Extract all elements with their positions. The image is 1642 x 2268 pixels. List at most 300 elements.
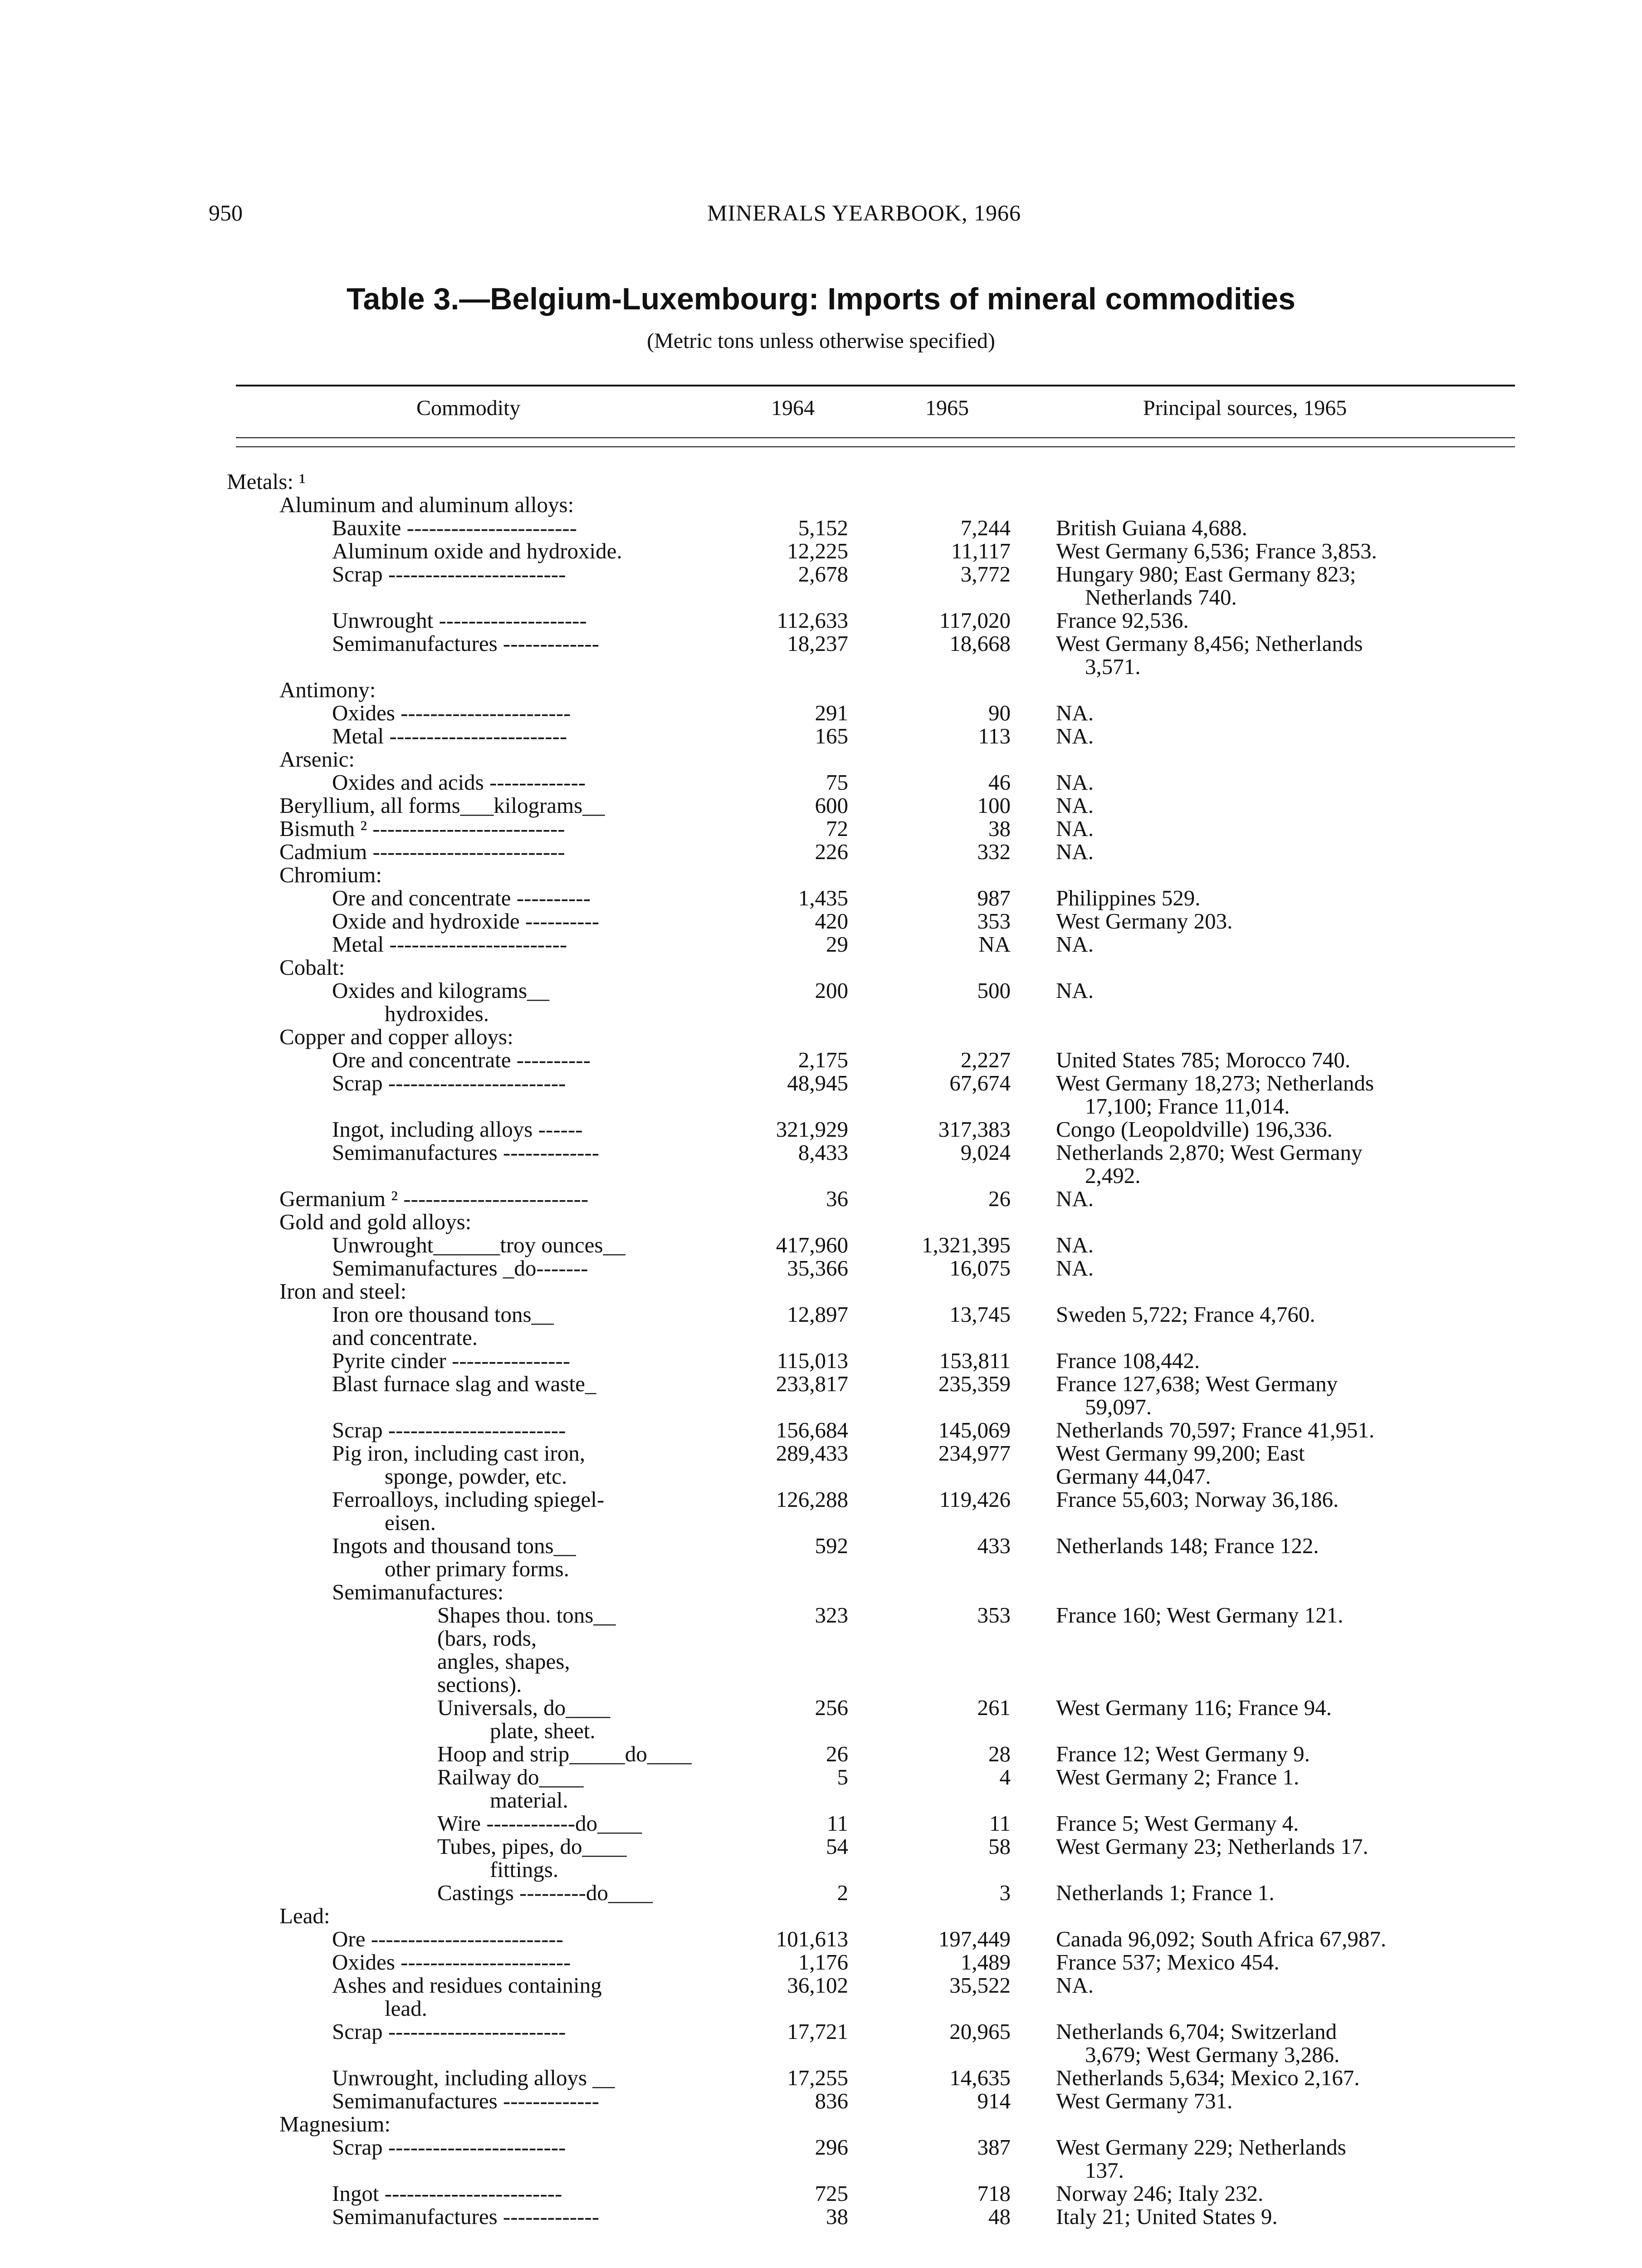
commodity-cell: (bars, rods, xyxy=(437,1626,537,1651)
commodity-cell: Bauxite ----------------------- xyxy=(332,515,577,540)
commodity-cell: Unwrought -------------------- xyxy=(332,608,587,633)
running-head xyxy=(209,200,1520,236)
commodity-cell: Oxides and acids ------------- xyxy=(332,770,586,795)
value-1965-cell: 234,977 xyxy=(938,1441,1011,1466)
value-1964-cell: 36,102 xyxy=(787,1973,848,1998)
table-row xyxy=(0,1395,1642,1418)
value-1965-cell: 197,449 xyxy=(938,1926,1011,1951)
commodity-cell: Ore and concentrate ---------- xyxy=(332,885,591,910)
principal-sources-cell: France 537; Mexico 454. xyxy=(1056,1950,1280,1975)
principal-sources-cell: West Germany 203. xyxy=(1056,909,1233,934)
table-row xyxy=(0,1557,1642,1580)
value-1965-cell: 353 xyxy=(977,909,1011,934)
principal-sources-cell: NA. xyxy=(1056,793,1094,818)
value-1965-cell: 317,383 xyxy=(938,1117,1011,1142)
value-1964-cell: 12,897 xyxy=(787,1302,848,1327)
commodity-cell: Bismuth ² -------------------------- xyxy=(279,816,565,841)
principal-sources-cell: West Germany 731. xyxy=(1056,2088,1233,2113)
table-row xyxy=(0,1164,1642,1187)
table-row xyxy=(0,539,1642,562)
table-row xyxy=(0,1256,1642,1280)
value-1965-cell: 235,359 xyxy=(938,1371,1011,1396)
principal-sources-cell: West Germany 23; Netherlands 17. xyxy=(1056,1834,1368,1859)
commodity-cell: Aluminum oxide and hydroxide. xyxy=(332,538,622,563)
value-1965-cell: 113 xyxy=(978,723,1011,748)
commodity-cell: Gold and gold alloys: xyxy=(279,1209,472,1234)
principal-sources-cell: Canada 96,092; South Africa 67,987. xyxy=(1056,1926,1387,1951)
principal-sources-cell: Netherlands 740. xyxy=(1085,585,1237,610)
table-row xyxy=(0,562,1642,586)
table-row xyxy=(0,886,1642,909)
book-title: MINERALS YEARBOOK, 1966 xyxy=(707,200,1021,225)
commodity-cell: Oxides and kilograms__ xyxy=(332,978,550,1003)
value-1965-cell: 18,668 xyxy=(949,631,1011,656)
value-1964-cell: 725 xyxy=(815,2181,848,2206)
commodity-cell: Semimanufactures ------------- xyxy=(332,2204,600,2229)
value-1965-cell: 11 xyxy=(989,1811,1011,1836)
value-1965-cell: 987 xyxy=(977,885,1011,910)
principal-sources-cell: NA. xyxy=(1056,770,1094,795)
commodity-cell: lead. xyxy=(385,1996,427,2021)
principal-sources-cell: Hungary 980; East Germany 823; xyxy=(1056,562,1356,587)
principal-sources-cell: NA. xyxy=(1056,932,1094,957)
value-1965-cell: 353 xyxy=(977,1603,1011,1628)
value-1964-cell: 417,960 xyxy=(776,1232,848,1257)
table-row xyxy=(0,2159,1642,2182)
principal-sources-cell: Sweden 5,722; France 4,760. xyxy=(1056,1302,1315,1327)
table-row xyxy=(0,933,1642,956)
value-1964-cell: 36 xyxy=(826,1186,848,1211)
table-row xyxy=(0,979,1642,1002)
value-1965-cell: 387 xyxy=(977,2135,1011,2160)
principal-sources-cell: France 55,603; Norway 36,186. xyxy=(1056,1487,1339,1512)
commodity-cell: Ashes and residues containing xyxy=(332,1973,602,1998)
principal-sources-cell: 17,100; France 11,014. xyxy=(1085,1094,1290,1119)
commodity-cell: Scrap ------------------------ xyxy=(332,2019,566,2044)
principal-sources-cell: Congo (Leopoldville) 196,336. xyxy=(1056,1117,1333,1142)
value-1965-cell: NA xyxy=(978,932,1011,957)
commodity-cell: Iron ore thousand tons__ xyxy=(332,1302,554,1327)
principal-sources-cell: NA. xyxy=(1056,723,1094,748)
commodity-cell: Pig iron, including cast iron, xyxy=(332,1441,585,1466)
table-row xyxy=(0,2112,1642,2136)
table-row xyxy=(0,1349,1642,1372)
value-1965-cell: 100 xyxy=(977,793,1011,818)
value-1964-cell: 17,721 xyxy=(787,2019,848,2044)
value-1964-cell: 26 xyxy=(826,1741,848,1766)
principal-sources-cell: 2,492. xyxy=(1085,1163,1141,1188)
value-1965-cell: 11,117 xyxy=(951,538,1011,563)
value-1965-cell: 14,635 xyxy=(949,2065,1011,2090)
value-1965-cell: 119,426 xyxy=(939,1487,1011,1512)
principal-sources-cell: 3,571. xyxy=(1085,654,1141,679)
commodity-cell: Castings ---------do____ xyxy=(437,1880,653,1905)
table-row xyxy=(0,1025,1642,1048)
table-row xyxy=(0,1650,1642,1673)
principal-sources-cell: Netherlands 6,704; Switzerland xyxy=(1056,2019,1337,2044)
value-1964-cell: 12,225 xyxy=(787,538,848,563)
value-1964-cell: 38 xyxy=(826,2204,848,2229)
commodity-cell: Ingot, including alloys ------ xyxy=(332,1117,583,1142)
value-1964-cell: 256 xyxy=(815,1695,848,1720)
value-1964-cell: 296 xyxy=(815,2135,848,2160)
commodity-cell: Ingot ------------------------ xyxy=(332,2181,562,2206)
principal-sources-cell: Netherlands 1; France 1. xyxy=(1056,1880,1275,1905)
value-1964-cell: 5,152 xyxy=(798,515,848,540)
value-1965-cell: 332 xyxy=(977,839,1011,864)
table-row xyxy=(0,2136,1642,2159)
value-1965-cell: 1,489 xyxy=(960,1950,1011,1975)
value-1965-cell: 3,772 xyxy=(960,562,1011,587)
value-1964-cell: 18,237 xyxy=(787,631,848,656)
commodity-cell: Iron and steel: xyxy=(279,1279,407,1304)
commodity-cell: Hoop and strip_____do____ xyxy=(437,1741,692,1766)
commodity-cell: Cobalt: xyxy=(279,955,345,980)
table-row xyxy=(0,2205,1642,2228)
value-1965-cell: 67,674 xyxy=(949,1070,1011,1095)
value-1964-cell: 2 xyxy=(837,1880,848,1905)
value-1964-cell: 156,684 xyxy=(776,1418,848,1442)
table-row xyxy=(0,1673,1642,1696)
table-row xyxy=(0,470,1642,493)
table-row xyxy=(0,1048,1642,1071)
commodity-cell: sections). xyxy=(437,1672,522,1697)
value-1964-cell: 600 xyxy=(815,793,848,818)
table-row xyxy=(0,840,1642,863)
value-1964-cell: 321,929 xyxy=(776,1117,848,1142)
column-header-1965: 1965 xyxy=(925,396,969,420)
value-1965-cell: 914 xyxy=(977,2088,1011,2113)
table-row xyxy=(0,2182,1642,2205)
value-1965-cell: 1,321,395 xyxy=(922,1232,1011,1257)
commodity-cell: Antimony: xyxy=(279,677,376,702)
principal-sources-cell: Netherlands 5,634; Mexico 2,167. xyxy=(1056,2065,1360,2090)
principal-sources-cell: France 12; West Germany 9. xyxy=(1056,1741,1310,1766)
principal-sources-cell: France 5; West Germany 4. xyxy=(1056,1811,1299,1836)
value-1964-cell: 29 xyxy=(826,932,848,957)
table-row xyxy=(0,655,1642,678)
principal-sources-cell: Philippines 529. xyxy=(1056,885,1201,910)
commodity-cell: Chromium: xyxy=(279,862,382,887)
principal-sources-cell: Netherlands 70,597; France 41,951. xyxy=(1056,1418,1375,1442)
commodity-cell: Oxides ----------------------- xyxy=(332,1950,571,1975)
table-body xyxy=(0,470,1642,2228)
table-row xyxy=(0,863,1642,886)
value-1965-cell: 26 xyxy=(988,1186,1011,1211)
value-1964-cell: 54 xyxy=(826,1834,848,1859)
commodity-cell: Aluminum and aluminum alloys: xyxy=(279,492,574,517)
table-row xyxy=(0,1071,1642,1095)
column-header-commodity: Commodity xyxy=(416,396,521,420)
principal-sources-cell: France 108,442. xyxy=(1056,1348,1200,1373)
table-row xyxy=(0,1233,1642,1256)
table-row xyxy=(0,1881,1642,1904)
value-1965-cell: 3 xyxy=(999,1880,1011,1905)
value-1965-cell: 20,965 xyxy=(949,2019,1011,2044)
table-row xyxy=(0,2089,1642,2112)
table-row xyxy=(0,701,1642,724)
value-1965-cell: 500 xyxy=(977,978,1011,1003)
value-1965-cell: 48 xyxy=(988,2204,1011,2229)
commodity-cell: Metals: ¹ xyxy=(227,469,306,494)
commodity-cell: Ore and concentrate ---------- xyxy=(332,1047,591,1072)
commodity-cell: Scrap ------------------------ xyxy=(332,562,566,587)
principal-sources-cell: NA. xyxy=(1056,816,1094,841)
commodity-cell: Scrap ------------------------ xyxy=(332,1418,566,1442)
value-1965-cell: 117,020 xyxy=(939,608,1011,633)
commodity-cell: Unwrought______troy ounces__ xyxy=(332,1232,626,1257)
value-1965-cell: 90 xyxy=(988,700,1011,725)
value-1964-cell: 72 xyxy=(826,816,848,841)
principal-sources-cell: France 160; West Germany 121. xyxy=(1056,1603,1344,1628)
commodity-cell: Ore -------------------------- xyxy=(332,1926,563,1951)
principal-sources-cell: West Germany 99,200; East xyxy=(1056,1441,1305,1466)
value-1965-cell: 58 xyxy=(988,1834,1011,1859)
table-row xyxy=(0,1002,1642,1025)
value-1965-cell: 35,522 xyxy=(949,1973,1011,1998)
commodity-cell: Beryllium, all forms___kilograms__ xyxy=(279,793,605,818)
table-row xyxy=(0,516,1642,539)
table-row xyxy=(0,1719,1642,1742)
commodity-cell: Metal ------------------------ xyxy=(332,723,567,748)
value-1964-cell: 2,175 xyxy=(798,1047,848,1072)
table-row xyxy=(0,1465,1642,1488)
table-row xyxy=(0,1326,1642,1349)
table-row xyxy=(0,1372,1642,1395)
table-row xyxy=(0,1603,1642,1627)
value-1964-cell: 291 xyxy=(815,700,848,725)
commodity-cell: eisen. xyxy=(385,1510,436,1535)
commodity-cell: other primary forms. xyxy=(385,1556,569,1581)
value-1965-cell: 7,244 xyxy=(960,515,1011,540)
commodity-cell: Semimanufactures _do------- xyxy=(332,1256,588,1281)
table-row xyxy=(0,771,1642,794)
table-row xyxy=(0,1118,1642,1141)
table-row xyxy=(0,1789,1642,1812)
table-row xyxy=(0,609,1642,632)
commodity-cell: Copper and copper alloys: xyxy=(279,1024,513,1049)
principal-sources-cell: Norway 246; Italy 232. xyxy=(1056,2181,1264,2206)
commodity-cell: Semimanufactures: xyxy=(332,1579,504,1604)
commodity-cell: Railway do____ xyxy=(437,1765,584,1789)
table-header-rule-lower xyxy=(236,446,1515,447)
commodity-cell: Unwrought, including alloys __ xyxy=(332,2065,615,2090)
value-1964-cell: 17,255 xyxy=(787,2065,848,2090)
table-row xyxy=(0,1904,1642,1927)
value-1965-cell: 9,024 xyxy=(960,1140,1011,1165)
commodity-cell: Scrap ------------------------ xyxy=(332,1070,566,1095)
table-row xyxy=(0,1095,1642,1118)
value-1964-cell: 165 xyxy=(815,723,848,748)
commodity-cell: Oxides ----------------------- xyxy=(332,700,571,725)
table-row xyxy=(0,748,1642,771)
value-1965-cell: 4 xyxy=(999,1765,1011,1789)
principal-sources-cell: 3,679; West Germany 3,286. xyxy=(1085,2042,1340,2067)
table-header-row xyxy=(0,396,1642,432)
value-1965-cell: 718 xyxy=(977,2181,1011,2206)
commodity-cell: Ferroalloys, including spiegel- xyxy=(332,1487,605,1512)
value-1964-cell: 420 xyxy=(815,909,848,934)
commodity-cell: angles, shapes, xyxy=(437,1649,570,1674)
principal-sources-cell: NA. xyxy=(1056,1973,1094,1998)
commodity-cell: Semimanufactures ------------- xyxy=(332,1140,600,1165)
principal-sources-cell: 137. xyxy=(1085,2158,1124,2183)
table-row xyxy=(0,1927,1642,1950)
table-row xyxy=(0,1696,1642,1719)
table-row xyxy=(0,1303,1642,1326)
table-row xyxy=(0,2020,1642,2043)
value-1965-cell: 2,227 xyxy=(960,1047,1011,1072)
table-row xyxy=(0,632,1642,655)
commodity-cell: Arsenic: xyxy=(279,747,355,772)
value-1964-cell: 35,366 xyxy=(787,1256,848,1281)
column-header-principal-sources: Principal sources, 1965 xyxy=(1143,396,1347,420)
principal-sources-cell: France 127,638; West Germany xyxy=(1056,1371,1338,1396)
commodity-cell: and concentrate. xyxy=(332,1325,478,1350)
value-1964-cell: 2,678 xyxy=(798,562,848,587)
table-row xyxy=(0,1210,1642,1233)
table-row xyxy=(0,1442,1642,1465)
value-1964-cell: 8,433 xyxy=(798,1140,848,1165)
principal-sources-cell: West Germany 229; Netherlands xyxy=(1056,2135,1346,2160)
table-row xyxy=(0,1997,1642,2020)
table-row xyxy=(0,678,1642,701)
table-row xyxy=(0,1765,1642,1789)
value-1964-cell: 200 xyxy=(815,978,848,1003)
principal-sources-cell: British Guiana 4,688. xyxy=(1056,515,1247,540)
commodity-cell: Cadmium -------------------------- xyxy=(279,839,565,864)
table-subtitle: (Metric tons unless otherwise specified) xyxy=(647,329,995,353)
column-header-1964: 1964 xyxy=(771,396,815,420)
value-1965-cell: 13,745 xyxy=(949,1302,1011,1327)
commodity-cell: Ingots and thousand tons__ xyxy=(332,1533,576,1558)
table-top-rule xyxy=(236,385,1515,386)
table-title: Table 3.—Belgium-Luxembourg: Imports of mineral commodities xyxy=(347,282,1295,316)
table-row xyxy=(0,1974,1642,1997)
commodity-cell: Pyrite cinder ---------------- xyxy=(332,1348,571,1373)
value-1964-cell: 836 xyxy=(815,2088,848,2113)
commodity-cell: Lead: xyxy=(279,1903,330,1928)
table-row xyxy=(0,1511,1642,1534)
commodity-cell: sponge, powder, etc. xyxy=(385,1464,567,1489)
table-row xyxy=(0,493,1642,516)
table-row xyxy=(0,586,1642,609)
table-row xyxy=(0,1488,1642,1511)
principal-sources-cell: NA. xyxy=(1056,1232,1094,1257)
commodity-cell: plate, sheet. xyxy=(490,1718,596,1743)
table-row xyxy=(0,1858,1642,1881)
table-row xyxy=(0,1580,1642,1603)
table-row xyxy=(0,1835,1642,1858)
principal-sources-cell: Netherlands 2,870; West Germany xyxy=(1056,1140,1363,1165)
value-1964-cell: 75 xyxy=(826,770,848,795)
table-row xyxy=(0,1812,1642,1835)
table-row xyxy=(0,2066,1642,2089)
commodity-cell: material. xyxy=(490,1788,568,1813)
table-row xyxy=(0,1141,1642,1164)
value-1964-cell: 226 xyxy=(815,839,848,864)
commodity-cell: Blast furnace slag and waste_ xyxy=(332,1371,596,1396)
principal-sources-cell: West Germany 18,273; Netherlands xyxy=(1056,1070,1374,1095)
principal-sources-cell: NA. xyxy=(1056,700,1094,725)
value-1964-cell: 101,613 xyxy=(776,1926,848,1951)
table-header-rule xyxy=(236,437,1515,438)
commodity-cell: Semimanufactures ------------- xyxy=(332,2088,600,2113)
value-1964-cell: 11 xyxy=(826,1811,848,1836)
principal-sources-cell: Netherlands 148; France 122. xyxy=(1056,1533,1319,1558)
table-row xyxy=(0,1950,1642,1974)
value-1964-cell: 233,817 xyxy=(776,1371,848,1396)
principal-sources-cell: Italy 21; United States 9. xyxy=(1056,2204,1278,2229)
principal-sources-cell: West Germany 116; France 94. xyxy=(1056,1695,1332,1720)
commodity-cell: Universals, do____ xyxy=(437,1695,611,1720)
table-row xyxy=(0,724,1642,748)
value-1964-cell: 112,633 xyxy=(777,608,848,633)
value-1965-cell: 38 xyxy=(988,816,1011,841)
value-1965-cell: 145,069 xyxy=(938,1418,1011,1442)
table-row xyxy=(0,794,1642,817)
value-1965-cell: 153,811 xyxy=(939,1348,1011,1373)
table-row xyxy=(0,1742,1642,1765)
value-1964-cell: 592 xyxy=(815,1533,848,1558)
principal-sources-cell: NA. xyxy=(1056,839,1094,864)
commodity-cell: Metal ------------------------ xyxy=(332,932,567,957)
table-row xyxy=(0,1534,1642,1557)
commodity-cell: fittings. xyxy=(490,1857,559,1882)
principal-sources-cell: NA. xyxy=(1056,1186,1094,1211)
page-number: 950 xyxy=(209,200,243,225)
value-1964-cell: 5 xyxy=(837,1765,848,1789)
value-1964-cell: 48,945 xyxy=(787,1070,848,1095)
principal-sources-cell: France 92,536. xyxy=(1056,608,1189,633)
principal-sources-cell: 59,097. xyxy=(1085,1394,1152,1419)
table-row xyxy=(0,817,1642,840)
table-row xyxy=(0,1280,1642,1303)
value-1965-cell: 46 xyxy=(988,770,1011,795)
table-row xyxy=(0,956,1642,979)
principal-sources-cell: NA. xyxy=(1056,1256,1094,1281)
value-1964-cell: 1,176 xyxy=(798,1950,848,1975)
table-row xyxy=(0,1627,1642,1650)
value-1964-cell: 126,288 xyxy=(776,1487,848,1512)
value-1964-cell: 323 xyxy=(815,1603,848,1628)
table-row xyxy=(0,1418,1642,1442)
value-1965-cell: 16,075 xyxy=(949,1256,1011,1281)
principal-sources-cell: United States 785; Morocco 740. xyxy=(1056,1047,1351,1072)
principal-sources-cell: West Germany 2; France 1. xyxy=(1056,1765,1300,1789)
principal-sources-cell: Germany 44,047. xyxy=(1056,1464,1211,1489)
table-row xyxy=(0,2043,1642,2066)
principal-sources-cell: NA. xyxy=(1056,978,1094,1003)
commodity-cell: Magnesium: xyxy=(279,2112,391,2136)
table-row xyxy=(0,909,1642,933)
value-1965-cell: 28 xyxy=(988,1741,1011,1766)
commodity-cell: Shapes thou. tons__ xyxy=(437,1603,616,1628)
value-1965-cell: 433 xyxy=(977,1533,1011,1558)
table-row xyxy=(0,1187,1642,1210)
principal-sources-cell: West Germany 6,536; France 3,853. xyxy=(1056,538,1377,563)
commodity-cell: Semimanufactures ------------- xyxy=(332,631,600,656)
value-1965-cell: 261 xyxy=(977,1695,1011,1720)
commodity-cell: Scrap ------------------------ xyxy=(332,2135,566,2160)
commodity-cell: Germanium ² ------------------------- xyxy=(279,1186,589,1211)
commodity-cell: hydroxides. xyxy=(385,1001,489,1026)
value-1964-cell: 115,013 xyxy=(777,1348,848,1373)
value-1964-cell: 1,435 xyxy=(798,885,848,910)
commodity-cell: Wire ------------do____ xyxy=(437,1811,642,1836)
principal-sources-cell: West Germany 8,456; Netherlands xyxy=(1056,631,1363,656)
commodity-cell: Tubes, pipes, do____ xyxy=(437,1834,627,1859)
